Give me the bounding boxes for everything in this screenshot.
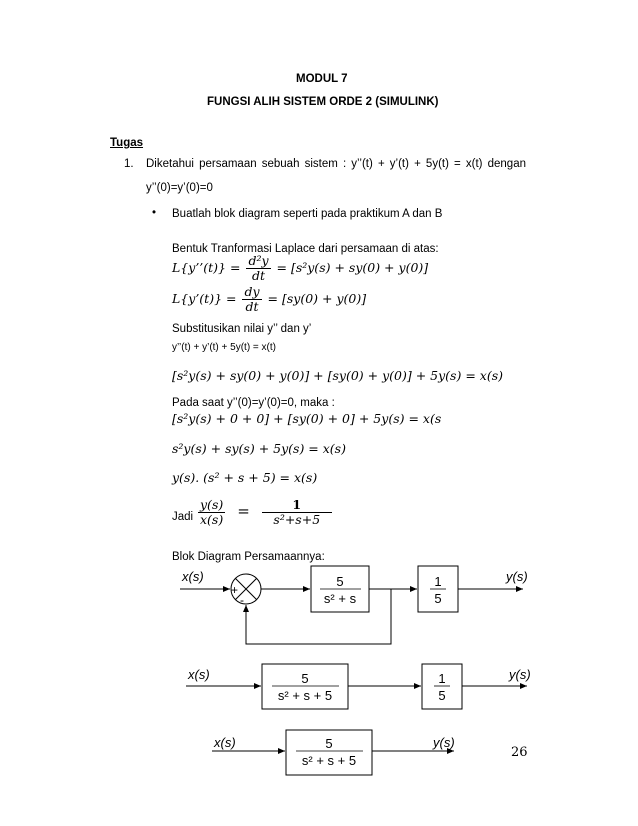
task-word: dengan: [487, 158, 526, 170]
eq1-lhs: L{y’’(t)} =: [172, 260, 241, 275]
d2-block1-num: 5: [301, 671, 309, 686]
eq2-rhs: = [sy(0) + y(0)]: [267, 291, 367, 306]
d2-input-label: x(s): [188, 667, 210, 682]
eq1-frac-den: dt: [251, 268, 265, 283]
substitution-original: y’’(t) + y’(t) + 5y(t) = x(t): [172, 342, 276, 353]
sum-minus-sign: -: [240, 593, 244, 607]
section-heading: Tugas: [110, 137, 144, 149]
eq2-frac-den: dt: [245, 299, 259, 314]
substitution-eq-a: [s²y(s) + 0 + 0] + [sy(0) + 0] + 5y(s) = x(s: [172, 411, 442, 426]
d3-output-label: y(s): [433, 735, 455, 750]
bullet-dot: •: [152, 207, 157, 219]
task-number: 1.: [124, 158, 134, 170]
substitution-eq: [s²y(s) + sy(0) + y(0)] + [sy(0) + y(0)] + 5y(s) = x(s): [172, 368, 503, 383]
task-word: 5y(t): [425, 158, 449, 170]
eq2-lhs: L{y’(t)} =: [172, 291, 237, 306]
task-word: y’(t): [389, 158, 409, 170]
bullet-text: Buatlah blok diagram seperti pada praktikum A dan B: [172, 208, 443, 220]
task-word: +: [377, 158, 385, 170]
task-word: y’’(t): [351, 158, 373, 170]
task-word: sistem: [304, 158, 338, 170]
result-rhs-den: s²+s+5: [273, 512, 321, 527]
module-subtitle: FUNGSI ALIH SISTEM ORDE 2 (SIMULINK): [207, 96, 439, 108]
task-line-2: y’’(0)=y’(0)=0: [146, 182, 213, 194]
d2-block1-den: s² + s + 5: [277, 688, 333, 703]
task-word: =: [454, 158, 461, 170]
eq1-rhs: = [s²y(s) + sy(0) + y(0)]: [276, 260, 429, 275]
d2-block2-den: 5: [438, 688, 446, 703]
d1-input-label: x(s): [182, 569, 204, 584]
d1-block1-den: s² + s: [323, 591, 357, 606]
result-rhs-num: 1: [262, 498, 332, 513]
d1-block2-den: 5: [434, 591, 442, 606]
task-word: Diketahui: [146, 158, 194, 170]
d1-block1-num: 5: [336, 574, 344, 589]
module-title: MODUL 7: [296, 73, 348, 85]
page-number: 26: [511, 745, 528, 760]
substitution-eq-c: y(s). (s² + s + 5) = x(s): [172, 470, 318, 485]
diagram-2: [186, 664, 527, 709]
d3-block1-den: s² + s + 5: [301, 753, 357, 768]
substitution-intro: Substitusikan nilai y’’ dan y’: [172, 323, 312, 335]
jadi-label: Jadi: [172, 511, 194, 523]
d2-block2-num: 1: [438, 671, 446, 686]
task-word: sebuah: [261, 158, 300, 170]
task-word: :: [342, 158, 347, 170]
d3-input-label: x(s): [214, 735, 236, 750]
d1-block2-num: 1: [434, 574, 442, 589]
d2-output-label: y(s): [509, 667, 531, 682]
eq2-frac-num: dy: [244, 284, 260, 299]
task-word: x(t): [465, 158, 483, 170]
task-word: persamaan: [199, 158, 257, 170]
substitution-eq-b: s²y(s) + sy(s) + 5y(s) = x(s): [172, 441, 346, 456]
result-lhs-num: y(s): [200, 497, 224, 512]
block-diagram-title: Blok Diagram Persamaannya:: [172, 551, 325, 563]
laplace-intro: Bentuk Tranformasi Laplace dari persamaan di atas:: [172, 243, 439, 255]
eq1-frac-num: d²y: [248, 253, 269, 268]
result-equals: =: [237, 502, 250, 520]
d3-block1-num: 5: [325, 736, 333, 751]
condition-text: Pada saat y’’(0)=y’(0)=0, maka :: [172, 397, 335, 409]
d1-output-label: y(s): [506, 569, 528, 584]
sum-plus-sign: +: [231, 583, 239, 597]
result-lhs-den: x(s): [200, 512, 224, 527]
task-word: +: [414, 158, 421, 170]
